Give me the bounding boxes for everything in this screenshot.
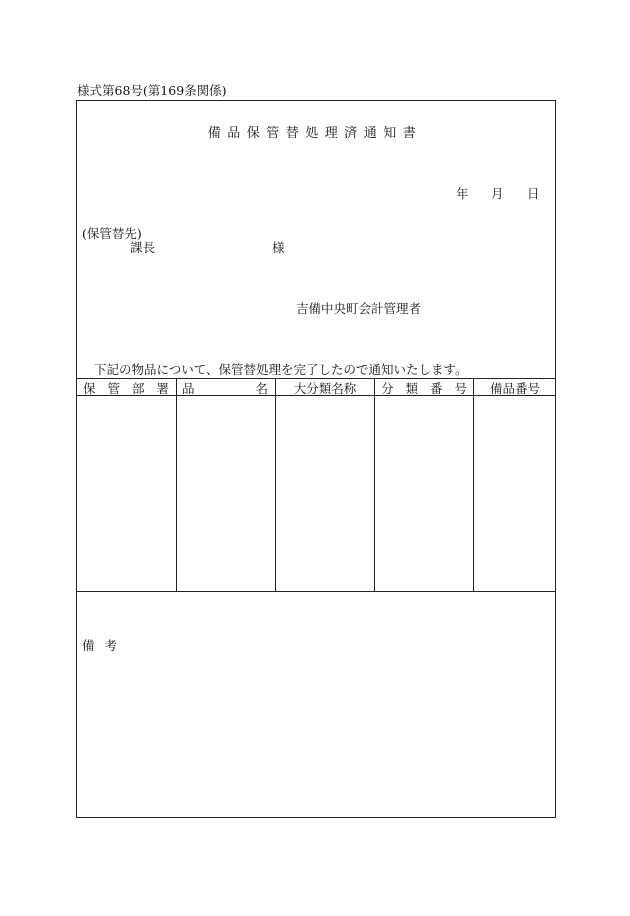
- table-column-divider: [374, 378, 375, 591]
- table-header-department: 保 管 部 署: [83, 380, 169, 396]
- recipient-honorific: 様: [272, 240, 285, 255]
- table-header-class-number: 分 類 番 号: [381, 380, 467, 396]
- form-frame: [76, 100, 556, 818]
- document-title: 備品保管替処理済通知書: [207, 126, 423, 141]
- table-column-divider: [473, 378, 474, 591]
- sender-name: 吉備中央町会計管理者: [296, 301, 422, 316]
- table-column-divider: [275, 378, 276, 591]
- remarks-label: 備考: [82, 638, 128, 653]
- notice-text: 下記の物品について、保管替処理を完了したので通知いたします。: [94, 362, 468, 377]
- form-number-label: 様式第68号(第169条関係): [77, 83, 227, 98]
- table-header-category-name: 大分類名称: [293, 380, 357, 396]
- date-day-label: 日: [527, 186, 540, 201]
- table-column-divider: [176, 378, 177, 591]
- table-header-item-name: 品 名: [182, 380, 268, 396]
- date-year-label: 年: [456, 186, 469, 201]
- table-bottom-rule: [76, 591, 556, 592]
- recipient-label: (保管替先): [82, 226, 142, 241]
- date-month-label: 月: [491, 186, 504, 201]
- table-header-asset-number: 備品番号: [489, 380, 540, 396]
- recipient-title: 課長: [130, 240, 156, 255]
